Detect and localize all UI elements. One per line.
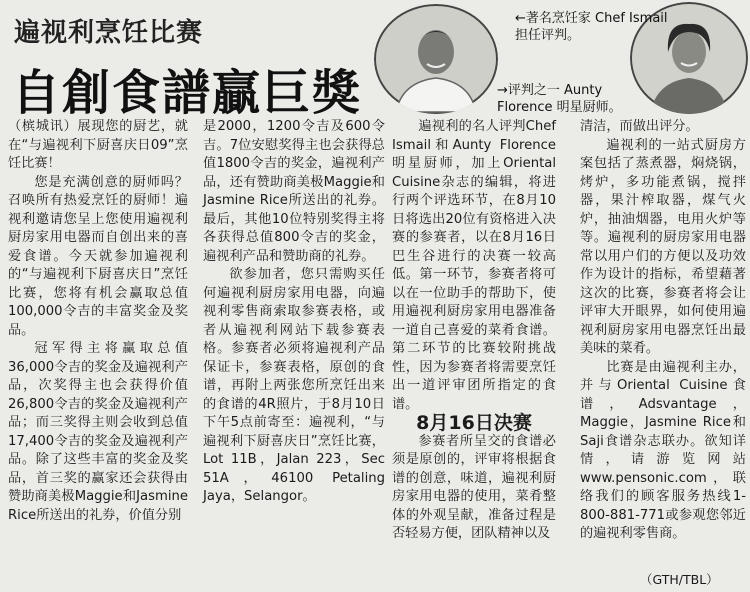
column-2 <box>203 118 385 507</box>
chef-caption: ←著名烹饪家 Chef Ismail 担任评判。 <box>515 11 668 43</box>
paragraph: 比赛是由遍视利主办，并与Oriental Cuisine食谱，Adsvantage，Maggie，Jasmine Rice和Saji食谱杂志联办。欲知详情，请游览网站www.pensonic.com，联络我们的顾客服务热线1-800-881-771或参观您邻近的遍视利零售商。 <box>580 359 746 541</box>
chef-ismail-photo <box>374 4 498 114</box>
kicker-title: 遍视利烹饪比赛 <box>14 18 204 48</box>
byline-credit: （GTH/TBL） <box>640 572 719 587</box>
paragraph: （槟城讯）展现您的厨艺，就在“与遍视利下厨喜庆日09”烹饪比赛！ <box>8 119 188 171</box>
section-subhead: 8月16日决赛 <box>416 412 532 434</box>
column-4 <box>580 118 746 544</box>
aunty-caption: →评判之一 Aunty Florence 明星厨师。 <box>497 83 622 115</box>
paragraph: 是2000，1200令吉及600令吉。7位安慰奖得主也会获得总值1800令吉的奖金，遍视利产品，还有赞助商美极Maggie和Jasmine Rice所送出的礼券。最后，其他10位特别奖得主将各获得总值800令吉的奖金，遍视利产品和赞助商的礼券。 <box>203 119 385 264</box>
paragraph: 参赛者所呈交的食谱必须是原创的，评审将根据食谱的创意，味道，遍视利厨房家用电器的使用，菜肴整体的外观呈献，准备过程是否轻易方便，团队精神以及 <box>392 433 556 541</box>
paragraph: 您是充满创意的厨师吗？召唤所有热爱烹饪的厨师！遍视利邀请您呈上您使用遍视利厨房家用电器而自创出来的喜爱食谱。今天就参加遍视利的“与遍视利下厨喜庆日”烹饪比赛，您将有机会赢取总值100,000令吉的丰富奖金及奖品。 <box>8 174 188 338</box>
paragraph: 冠军得主将赢取总值36,000令吉的奖金及遍视利产品，次奖得主也会获得价值26,800令吉的奖金及遍视利产品；而三奖得主则会收到总值17,400令吉的奖金及遍视利产品。除了这些丰富的奖金及奖品，首三奖的赢家还会获得由赞助商美极Maggie和Jasmine Rice所送出的礼券，价值分别 <box>8 341 188 523</box>
paragraph: 欲参加者，您只需购买任何遍视利厨房家用电器，向遍视利零售商索取参赛表格，或者从遍视利网站下载参赛表格。参赛者必须将遍视利产品保证卡，参赛表格，原创的食谱，再附上两张您所烹饪出来的食谱的4R照片，于8月10日下午5点前寄至：遍视利，“与遍视利下厨喜庆日”烹饪比赛，Lot 11B，Jalan 223，Sec 51A，46100 Petaling Jaya，Selangor。 <box>203 267 385 504</box>
paragraph: 清洁，而做出评分。 <box>580 119 699 134</box>
paragraph: 遍视利的一站式厨房方案包括了蒸煮器，焖烧锅，烤炉，多功能煮锅，搅拌器，果汁榨取器，煤气火炉，抽油烟器，电用火炉等等。遍视利的厨房家用电器常以用户们的方便以及功效作为设计的指标，希望藉著这次的比赛，参赛者将会让评审大开眼界，如何使用遍视利厨房家用电器烹饪出最美味的菜肴。 <box>580 137 746 356</box>
paragraph: 遍视利的名人评判Chef Ismail和Aunty Florence明星厨师，加上Oriental Cuisine杂志的编辑，将进行两个评选环节，在8月10日将选出20位有资格进入决赛的参赛者，以在8月16日巴生谷进行的决赛一较高低。第一环节，参赛者将可以在一位助手的帮助下，使用遍视利厨房家用电器准备一道自己喜爱的菜肴食谱。第二环节的比赛较附挑战性，因为参赛者将需要烹饪出一道评审团所指定的食谱。 <box>392 119 556 412</box>
headline: 自創食譜贏巨獎 <box>12 65 363 121</box>
column-3 <box>392 118 556 544</box>
column-1 <box>8 118 188 525</box>
